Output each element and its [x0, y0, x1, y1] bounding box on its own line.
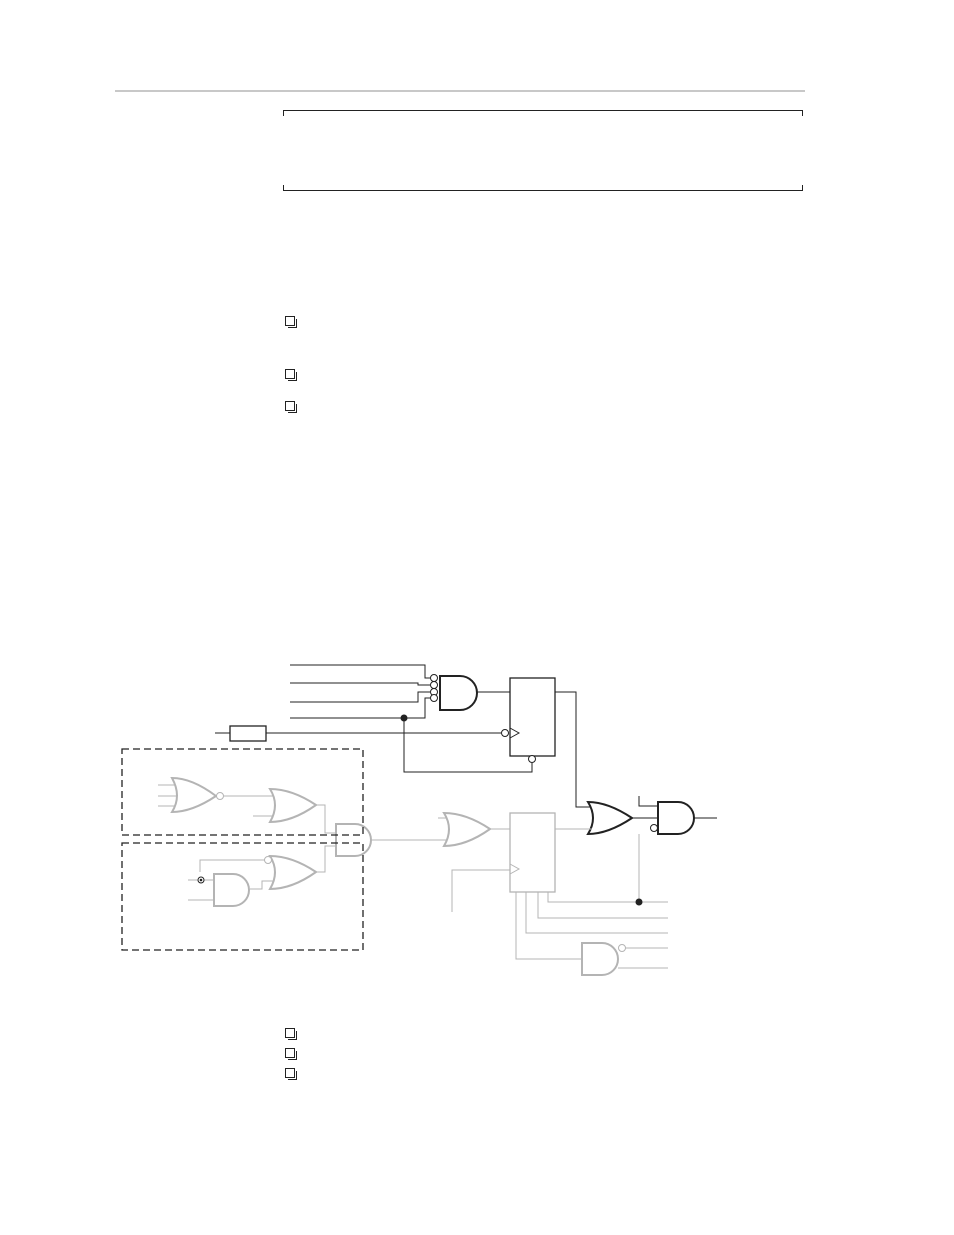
and-gate-icon	[582, 943, 618, 975]
or-gate-icon	[270, 856, 316, 889]
buffer-icon	[230, 726, 266, 741]
or-gate-icon	[270, 789, 316, 822]
inverter-bubble-icon	[217, 793, 224, 800]
flip-flop-icon	[502, 678, 556, 763]
inverter-bubble-icon	[265, 857, 272, 864]
flip-flop-icon	[510, 813, 555, 892]
checkbox-icon	[285, 1028, 295, 1038]
nor-gate-icon	[172, 778, 216, 812]
or-gate-icon	[588, 802, 632, 834]
and-gate-icon	[658, 802, 694, 834]
junction-dot	[401, 715, 408, 722]
or-gate-icon	[444, 813, 490, 846]
and-gate-icon	[336, 824, 371, 856]
and-gate-icon	[440, 676, 477, 710]
inverter-bubble-icon	[619, 945, 626, 952]
inverter-bubble-icon	[431, 675, 438, 702]
inverter-bubble-icon	[651, 825, 658, 832]
checkbox-icon	[285, 1048, 295, 1058]
checkbox-icon	[285, 1068, 295, 1078]
junction-dot	[636, 899, 643, 906]
dashed-group-box	[122, 749, 363, 835]
and-gate-icon	[214, 874, 249, 906]
